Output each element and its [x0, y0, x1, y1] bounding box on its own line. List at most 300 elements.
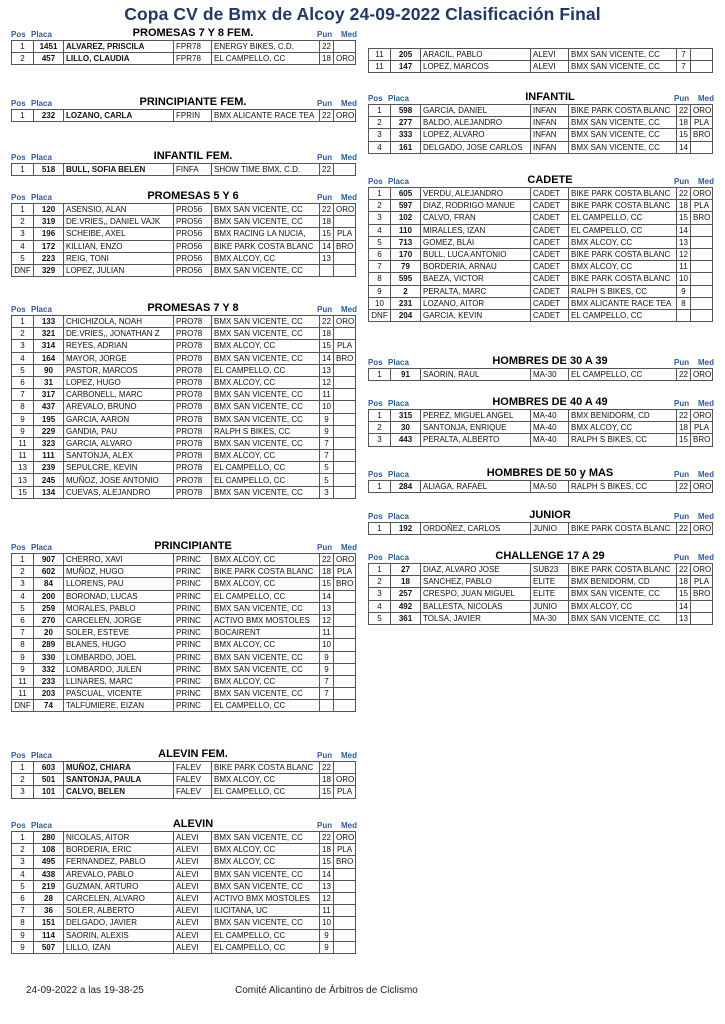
rider-name-cell: LOMBARDO, JOEL	[64, 651, 174, 663]
med-header: Med	[341, 821, 357, 830]
category-cell: ALEVI	[174, 892, 212, 904]
section-principiante-fem	[11, 92, 363, 122]
table-row	[12, 340, 356, 352]
table-row	[12, 786, 356, 798]
rider-name-cell: TOLSA, JAVIER	[421, 612, 531, 624]
med-header: Med	[698, 399, 714, 408]
club-cell: BMX SAN VICENTE, CC	[212, 602, 320, 614]
section-header	[368, 87, 720, 104]
position-cell: 1	[369, 410, 391, 422]
section-alevin	[11, 814, 363, 954]
plate-cell: 321	[34, 328, 64, 340]
points-cell: 18	[320, 328, 334, 340]
rider-name-cell: FERNANDEZ, PABLO	[64, 856, 174, 868]
pun-header: Pun	[674, 94, 690, 103]
table-row	[12, 917, 356, 929]
results-table	[368, 409, 713, 447]
medal-cell	[334, 376, 356, 388]
table-row	[12, 675, 356, 687]
position-cell: 3	[12, 340, 34, 352]
points-cell: 10	[677, 273, 691, 285]
results-table	[368, 480, 713, 493]
category-cell: ALEVI	[174, 880, 212, 892]
table-row	[12, 486, 356, 498]
placa-header: Placa	[388, 177, 409, 186]
points-cell: 7	[677, 61, 691, 73]
plate-cell: 20	[34, 627, 64, 639]
medal-cell	[334, 663, 356, 675]
position-cell: 1	[12, 110, 34, 122]
position-cell: 6	[12, 892, 34, 904]
medal-cell	[334, 328, 356, 340]
table-row	[369, 434, 713, 446]
category-cell: PRINC	[174, 688, 212, 700]
position-cell: 8	[12, 639, 34, 651]
plate-cell: 151	[34, 917, 64, 929]
position-cell: 11	[12, 450, 34, 462]
category-cell: PRO78	[174, 450, 212, 462]
rider-name-cell: BULL, LUCA ANTONIO	[421, 248, 531, 260]
medal-cell	[334, 216, 356, 228]
plate-cell: 205	[391, 49, 421, 61]
section-header	[11, 23, 363, 40]
section-title: INFANTIL FEM.	[153, 150, 233, 162]
medal-cell	[334, 700, 356, 712]
medal-cell: ORO	[691, 188, 713, 200]
position-cell: 11	[12, 675, 34, 687]
section-continued	[368, 48, 720, 73]
table-row	[369, 236, 713, 248]
plate-cell: 443	[391, 434, 421, 446]
plate-cell: 595	[391, 273, 421, 285]
table-row	[12, 614, 356, 626]
rider-name-cell: PERALTA, ALBERTO	[421, 434, 531, 446]
club-cell: BIKE PARK COSTA BLANC	[569, 564, 677, 576]
medal-cell	[334, 413, 356, 425]
rider-name-cell: AREVALO, PABLO	[64, 868, 174, 880]
pun-header: Pun	[674, 177, 690, 186]
medal-cell: PLA	[691, 576, 713, 588]
rider-name-cell: SOLER, ESTEVE	[64, 627, 174, 639]
category-cell: PRO78	[174, 340, 212, 352]
table-row	[369, 129, 713, 141]
med-header: Med	[341, 153, 357, 162]
plate-cell: 102	[391, 212, 421, 224]
rider-name-cell: CHERRO, XAVI	[64, 554, 174, 566]
position-cell: DNF	[12, 264, 34, 276]
rider-name-cell: GUZMAN, ARTURO	[64, 880, 174, 892]
table-row	[12, 401, 356, 413]
position-cell: 3	[369, 434, 391, 446]
category-cell: ALEVI	[531, 49, 569, 61]
position-cell: 3	[12, 786, 34, 798]
med-header: Med	[698, 94, 714, 103]
table-row	[12, 216, 356, 228]
table-row	[12, 832, 356, 844]
medal-cell: ORO	[691, 481, 713, 493]
table-row	[369, 248, 713, 260]
rider-name-cell: LOZANO, AITOR	[421, 297, 531, 309]
medal-cell: ORO	[691, 564, 713, 576]
rider-name-cell: SANTONJA, ALEX	[64, 450, 174, 462]
pos-header: Pos	[368, 553, 383, 562]
rider-name-cell: ALIAGA, RAFAEL	[421, 481, 531, 493]
plate-cell: 270	[34, 614, 64, 626]
category-cell: PRO78	[174, 389, 212, 401]
table-row	[369, 285, 713, 297]
medal-cell: PLA	[334, 228, 356, 240]
plate-cell: 231	[391, 297, 421, 309]
table-row	[12, 941, 356, 953]
rider-name-cell: CUEVAS, ALEJANDRO	[64, 486, 174, 498]
plate-cell: 329	[34, 264, 64, 276]
medal-cell	[691, 248, 713, 260]
medal-cell: BRO	[691, 588, 713, 600]
club-cell: EL CAMPELLO, CC	[212, 941, 320, 953]
position-cell: DNF	[369, 309, 391, 321]
category-cell: MA-40	[531, 410, 569, 422]
medal-cell: PLA	[334, 340, 356, 352]
medal-cell	[334, 762, 356, 774]
rider-name-cell: DE.VRIES,, JONATHAN Z	[64, 328, 174, 340]
medal-cell	[334, 462, 356, 474]
section-title: CADETE	[527, 174, 573, 186]
position-cell: 8	[12, 401, 34, 413]
table-row	[369, 200, 713, 212]
placa-header: Placa	[31, 193, 52, 202]
medal-cell	[691, 309, 713, 321]
medal-cell	[334, 627, 356, 639]
rider-name-cell: ORDOÑEZ, CARLOS	[421, 523, 531, 535]
pun-header: Pun	[317, 193, 333, 202]
position-cell: 2	[12, 566, 34, 578]
category-cell: FALEV	[174, 774, 212, 786]
position-cell: 8	[12, 917, 34, 929]
med-header: Med	[698, 177, 714, 186]
plate-cell: 245	[34, 474, 64, 486]
position-cell: 9	[369, 285, 391, 297]
pun-header: Pun	[674, 553, 690, 562]
pun-header: Pun	[674, 512, 690, 521]
medal-cell: BRO	[334, 856, 356, 868]
section-title: HOMBRES DE 50 y MAS	[486, 467, 614, 479]
medal-cell	[334, 389, 356, 401]
rider-name-cell: LLINARES, MARC	[64, 675, 174, 687]
table-row	[12, 663, 356, 675]
points-cell: 11	[320, 627, 334, 639]
footer-organization: Comité Alicantino de Árbitros de Ciclismo	[235, 985, 418, 996]
club-cell: BMX SAN VICENTE, CC	[212, 352, 320, 364]
club-cell: BMX SAN VICENTE, CC	[212, 437, 320, 449]
points-cell: 11	[677, 261, 691, 273]
points-cell: 9	[320, 413, 334, 425]
club-cell: BMX SAN VICENTE, CC	[212, 663, 320, 675]
plate-cell: 907	[34, 554, 64, 566]
med-header: Med	[341, 305, 357, 314]
club-cell: BMX ALCOY, CC	[212, 450, 320, 462]
medal-cell	[334, 880, 356, 892]
section-title: ALEVIN FEM.	[158, 748, 228, 760]
points-cell: 15	[677, 129, 691, 141]
plate-cell: 28	[34, 892, 64, 904]
plate-cell: 518	[34, 164, 64, 176]
club-cell: BMX SAN VICENTE, CC	[212, 204, 320, 216]
table-row	[369, 49, 713, 61]
points-cell: 12	[320, 376, 334, 388]
points-cell: 14	[677, 224, 691, 236]
club-cell: BMX ALICANTE RACE TEA	[212, 110, 320, 122]
medal-cell	[691, 61, 713, 73]
category-cell: PRINC	[174, 578, 212, 590]
points-cell: 22	[677, 481, 691, 493]
position-cell: 2	[12, 774, 34, 786]
club-cell: BIKE PARK COSTA BLANC	[212, 762, 320, 774]
placa-header: Placa	[31, 153, 52, 162]
plate-cell: 492	[391, 600, 421, 612]
points-cell: 15	[320, 856, 334, 868]
position-cell: 1	[12, 554, 34, 566]
medal-cell	[334, 164, 356, 176]
plate-cell: 437	[34, 401, 64, 413]
rider-name-cell: LOZANO, CARLA	[64, 110, 174, 122]
table-row	[369, 612, 713, 624]
plate-cell: 314	[34, 340, 64, 352]
table-row	[12, 774, 356, 786]
plate-cell: 501	[34, 774, 64, 786]
placa-header: Placa	[31, 30, 52, 39]
category-cell: ALEVI	[174, 929, 212, 941]
rider-name-cell: BORONAD, LUCAS	[64, 590, 174, 602]
club-cell: BMX SAN VICENTE, CC	[212, 264, 320, 276]
results-table	[11, 761, 356, 799]
section-title: ALEVIN	[172, 818, 214, 830]
medal-cell	[334, 450, 356, 462]
page-title: Copa CV de Bmx de Alcoy 24-09-2022 Clasificación Final	[124, 4, 601, 24]
table-row	[12, 892, 356, 904]
club-cell: BMX ALCOY, CC	[212, 856, 320, 868]
section-junior	[368, 505, 720, 535]
plate-cell: 713	[391, 236, 421, 248]
table-row	[12, 868, 356, 880]
club-cell: BMX ALCOY, CC	[569, 422, 677, 434]
club-cell: BIKE PARK COSTA BLANC	[569, 188, 677, 200]
position-cell: 3	[369, 588, 391, 600]
club-cell: BMX SAN VICENTE, CC	[212, 486, 320, 498]
position-cell: 2	[12, 844, 34, 856]
points-cell	[320, 264, 334, 276]
points-cell: 14	[677, 600, 691, 612]
position-cell: 3	[12, 856, 34, 868]
club-cell: BMX ALCOY, CC	[212, 639, 320, 651]
results-table	[11, 109, 356, 122]
points-cell	[320, 700, 334, 712]
rider-name-cell: LLORENS, PAU	[64, 578, 174, 590]
club-cell: BMX SAN VICENTE, CC	[212, 401, 320, 413]
plate-cell: 90	[34, 364, 64, 376]
medal-cell: ORO	[691, 410, 713, 422]
position-cell: 3	[369, 129, 391, 141]
medal-cell: BRO	[334, 578, 356, 590]
rider-name-cell: CALVO, BELEN	[64, 786, 174, 798]
rider-name-cell: LOPEZ, JULIAN	[64, 264, 174, 276]
med-header: Med	[341, 751, 357, 760]
club-cell: SHOW TIME BMX, C.D.	[212, 164, 320, 176]
points-cell: 22	[320, 204, 334, 216]
rider-name-cell: BORDERIA, ERIC	[64, 844, 174, 856]
points-cell: 9	[320, 929, 334, 941]
rider-name-cell: GARCIA, ALVARO	[64, 437, 174, 449]
medal-cell	[691, 297, 713, 309]
category-cell: MA-30	[531, 369, 569, 381]
medal-cell	[334, 917, 356, 929]
pun-header: Pun	[674, 470, 690, 479]
med-header: Med	[698, 470, 714, 479]
club-cell: BMX SAN VICENTE, CC	[569, 612, 677, 624]
medal-cell	[334, 688, 356, 700]
points-cell: 18	[320, 566, 334, 578]
category-cell: PRO78	[174, 474, 212, 486]
points-cell: 14	[320, 868, 334, 880]
points-cell: 22	[320, 554, 334, 566]
category-cell: PRINC	[174, 566, 212, 578]
category-cell: PRINC	[174, 663, 212, 675]
position-cell: 7	[12, 389, 34, 401]
club-cell: BMX ALCOY, CC	[212, 675, 320, 687]
table-row	[12, 264, 356, 276]
category-cell: INFAN	[531, 105, 569, 117]
position-cell: 2	[369, 200, 391, 212]
club-cell: BIKE PARK COSTA BLANC	[212, 566, 320, 578]
position-cell: 7	[12, 627, 34, 639]
plate-cell: 602	[34, 566, 64, 578]
plate-cell: 438	[34, 868, 64, 880]
rider-name-cell: CARBONELL, MARC	[64, 389, 174, 401]
club-cell: EL CAMPELLO, CC	[212, 786, 320, 798]
points-cell: 9	[320, 651, 334, 663]
position-cell: 5	[12, 364, 34, 376]
position-cell: 7	[12, 905, 34, 917]
category-cell: PRO78	[174, 316, 212, 328]
results-table	[368, 368, 713, 381]
section-hombres-de-30-a-39	[368, 351, 720, 381]
pun-header: Pun	[674, 399, 690, 408]
club-cell: BMX SAN VICENTE, CC	[569, 117, 677, 129]
pos-header: Pos	[368, 358, 383, 367]
rider-name-cell: KILLIAN, ENZO	[64, 240, 174, 252]
plate-cell: 239	[34, 462, 64, 474]
points-cell: 13	[320, 880, 334, 892]
club-cell: BIKE PARK COSTA BLANC	[212, 240, 320, 252]
rider-name-cell: REIG, TONI	[64, 252, 174, 264]
points-cell: 3	[320, 486, 334, 498]
table-row	[369, 481, 713, 493]
club-cell: BIKE PARK COSTA BLANC	[569, 523, 677, 535]
table-row	[12, 762, 356, 774]
points-cell: 18	[677, 117, 691, 129]
rider-name-cell: LOPEZ, MARCOS	[421, 61, 531, 73]
rider-name-cell: ALVAREZ, PRISCILA	[64, 41, 174, 53]
club-cell: EL CAMPELLO, CC	[212, 462, 320, 474]
plate-cell: 361	[391, 612, 421, 624]
club-cell: RALPH S BIKES, CC	[569, 434, 677, 446]
position-cell: 5	[12, 880, 34, 892]
pos-header: Pos	[11, 305, 26, 314]
position-cell: 9	[12, 663, 34, 675]
position-cell: 1	[12, 41, 34, 53]
rider-name-cell: MIRALLES, IZAN	[421, 224, 531, 236]
section-title: HOMBRES DE 30 A 39	[492, 355, 608, 367]
points-cell	[677, 309, 691, 321]
plate-cell: 277	[391, 117, 421, 129]
category-cell: PRINC	[174, 639, 212, 651]
table-row	[369, 576, 713, 588]
category-cell: ALEVI	[174, 868, 212, 880]
points-cell: 15	[677, 434, 691, 446]
section-title: PROMESAS 5 Y 6	[147, 190, 239, 202]
plate-cell: 84	[34, 578, 64, 590]
placa-header: Placa	[31, 751, 52, 760]
table-row	[369, 600, 713, 612]
medal-cell	[334, 614, 356, 626]
section-title: PROMESAS 7 Y 8 FEM.	[132, 27, 254, 39]
position-cell: 5	[12, 252, 34, 264]
medal-cell	[334, 401, 356, 413]
placa-header: Placa	[31, 543, 52, 552]
table-row	[369, 105, 713, 117]
rider-name-cell: AREVALO, BRUNO	[64, 401, 174, 413]
category-cell: PRINC	[174, 554, 212, 566]
category-cell: CADET	[531, 212, 569, 224]
medal-cell	[334, 892, 356, 904]
category-cell: MA-40	[531, 422, 569, 434]
points-cell: 10	[320, 917, 334, 929]
position-cell: 6	[369, 248, 391, 260]
medal-cell	[334, 602, 356, 614]
plate-cell: 2	[391, 285, 421, 297]
club-cell: BMX SAN VICENTE, CC	[212, 216, 320, 228]
position-cell: 7	[369, 261, 391, 273]
table-row	[369, 523, 713, 535]
medal-cell: ORO	[334, 832, 356, 844]
rider-name-cell: PERALTA, MARC	[421, 285, 531, 297]
points-cell: 7	[320, 450, 334, 462]
table-row	[12, 240, 356, 252]
points-cell: 5	[320, 462, 334, 474]
medal-cell	[334, 868, 356, 880]
category-cell: ALEVI	[174, 844, 212, 856]
points-cell: 13	[677, 236, 691, 248]
results-table	[11, 203, 356, 277]
club-cell: BMX ALCOY, CC	[212, 578, 320, 590]
medal-cell: ORO	[334, 554, 356, 566]
medal-cell: PLA	[691, 117, 713, 129]
club-cell: BMX SAN VICENTE, CC	[212, 880, 320, 892]
medal-cell	[334, 929, 356, 941]
plate-cell: 200	[34, 590, 64, 602]
section-header	[368, 392, 720, 409]
rider-name-cell: DELGADO, JAVIER	[64, 917, 174, 929]
position-cell: 11	[369, 49, 391, 61]
category-cell: ALEVI	[174, 832, 212, 844]
club-cell: RALPH S BIKES, CC	[569, 285, 677, 297]
table-row	[369, 564, 713, 576]
plate-cell: 170	[391, 248, 421, 260]
rider-name-cell: BALLESTA, NICOLAS	[421, 600, 531, 612]
placa-header: Placa	[388, 470, 409, 479]
category-cell: ELITE	[531, 576, 569, 588]
club-cell: BMX SAN VICENTE, CC	[569, 129, 677, 141]
medal-cell	[334, 651, 356, 663]
